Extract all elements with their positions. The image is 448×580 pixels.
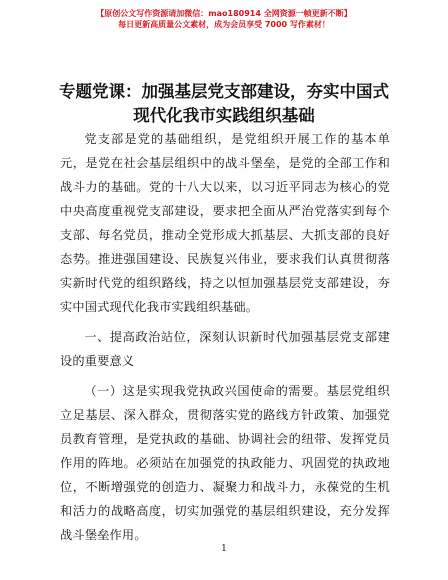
intro-paragraph: 党支部是党的基础组织，是党组织开展工作的基本单元，是党在社会基层组织中的战斗堡垒，是党的全部工作和战斗力的基础。党的十八大以来，以习近平同志为核心的党中央高度重视党支部建设，要求把全面从严治党落实到每个支部、每名党员，推动全党形成大抓基层、大抓支部的良好态势。推进强国建设、民族复兴伟业，要求我们认真贯彻落实新时代党的组织路线，持之以恒加强基层党支部建设，夯实中国式现代化我市实践组织基础。 bbox=[60, 132, 390, 314]
promo-banner bbox=[0, 8, 448, 30]
document-title bbox=[48, 80, 400, 128]
page-number: 1 bbox=[221, 544, 227, 554]
document-body bbox=[60, 127, 390, 547]
promo-banner-line-1: 【原创公文写作资源请加微信：mao180914 全网资源一帧更新不断】 bbox=[96, 9, 352, 18]
section-heading-1: 一、提高政治站位，深刻认识新时代加强基层党支部建设的重要意义 bbox=[60, 330, 390, 368]
promo-banner-line-2: 每日更新高质量公文素材，成为会员享受 7000 写作素材！ bbox=[118, 20, 330, 29]
title-line-2: 现代化我市实践组织基础 bbox=[133, 106, 315, 125]
subsection-paragraph-1: （一）这是实现我党执政兴国使命的需要。基层党组织立足基层、深入群众，贯彻落实党的路线方针政策、加强党员教育管理，是党执政的基础、协调社会的纽带、发挥党员作用的阵地。必须站在加强党的执政能力、巩固党的执政地位，不断增强党的创造力、凝聚力和战斗力，永葆党的生机和活力的战略高度，切实加强党的基层组织建设，充分发挥战斗堡垒作用。 bbox=[60, 384, 390, 542]
title-line-1: 专题党课：加强基层党支部建设，夯实中国式 bbox=[59, 82, 389, 101]
